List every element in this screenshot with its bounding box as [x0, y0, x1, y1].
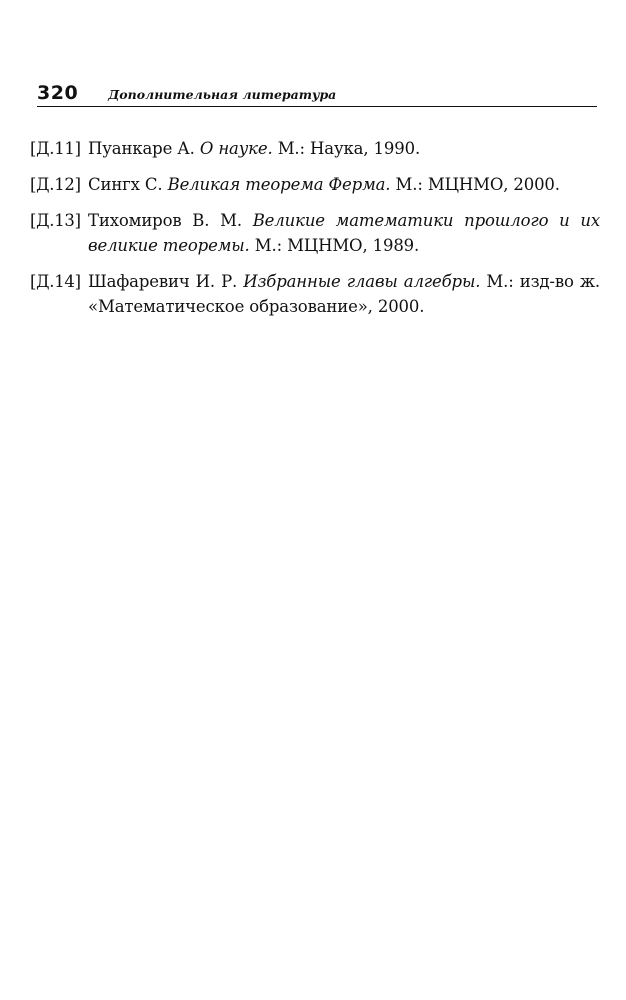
reference-author: Сингх С.	[88, 175, 163, 194]
reference-entry	[30, 208, 600, 258]
reference-publisher: М.: Наука, 1990.	[277, 139, 421, 158]
reference-body	[88, 136, 600, 161]
reference-entry	[30, 269, 600, 319]
running-head	[37, 78, 597, 107]
running-title: Дополнительная литература	[108, 87, 337, 102]
reference-label: [Д.11]	[30, 139, 81, 158]
reference-publisher: М.: МЦНМО, 1989.	[254, 236, 420, 255]
reference-body	[88, 269, 600, 319]
reference-label: [Д.14]	[30, 272, 81, 291]
reference-entry	[30, 172, 600, 197]
reference-entry	[30, 136, 600, 161]
reference-label: [Д.13]	[30, 211, 81, 230]
reference-author: Шафаревич И. Р.	[88, 272, 238, 291]
reference-title: Великие математики прошлого и их великие теоремы.	[88, 211, 601, 255]
reference-publisher: М.: МЦНМО, 2000.	[395, 175, 560, 194]
reference-body	[88, 208, 600, 258]
reference-title: Избранные главы алгебры.	[243, 272, 481, 291]
reference-label: [Д.12]	[30, 175, 81, 194]
reference-title: О науке.	[199, 139, 273, 158]
reference-author: Тихомиров В. М.	[88, 211, 242, 230]
reference-list	[30, 136, 600, 330]
page-number: 320	[37, 82, 79, 104]
reference-author: Пуанкаре А.	[88, 139, 195, 158]
reference-body	[88, 172, 600, 197]
reference-title: Великая теорема Ферма.	[167, 175, 391, 194]
reference-publisher: М.: изд-во ж. «Математическое образование», 2000.	[88, 272, 600, 316]
